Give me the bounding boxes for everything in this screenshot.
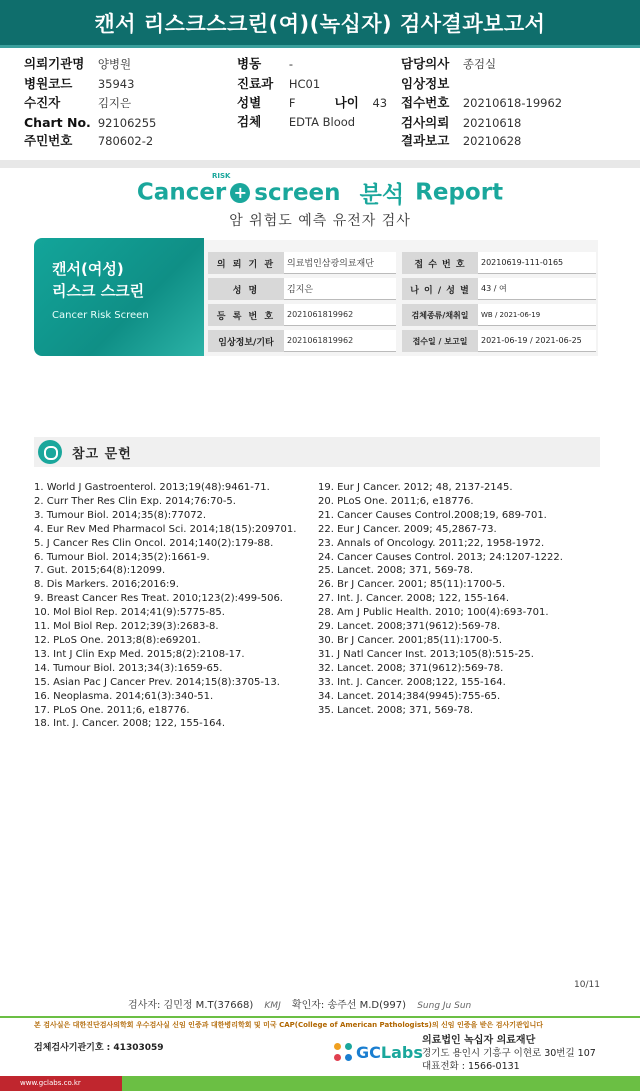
brand-screen-text: screen xyxy=(254,179,341,206)
brand-subtitle: 암 위험도 예측 유전자 검사 xyxy=(229,213,411,229)
clinical-row xyxy=(401,76,463,92)
organization-address: 경기도 용인시 기흥구 이현로 30번길 107 xyxy=(422,1048,596,1059)
examiner-signature: KMJ xyxy=(264,1001,281,1011)
reference-item: 27. Int. J. Cancer. 2008; 122, 155-164. xyxy=(318,593,510,605)
reference-item: 32. Lancet. 2008; 371(9612):569-78. xyxy=(318,662,504,674)
reviewers-line xyxy=(128,996,479,1011)
chart-no-value: 92106255 xyxy=(97,116,157,130)
examinee-row xyxy=(24,95,131,111)
organization-info xyxy=(422,1034,596,1073)
chart-no-row xyxy=(24,115,156,131)
reference-item: 28. Am J Public Health. 2010; 100(4):693-701. xyxy=(318,607,549,619)
sex-value: F xyxy=(288,96,296,110)
info-row xyxy=(208,278,596,300)
reference-item: 10. Mol Biol Rep. 2014;41(9):5775-85. xyxy=(34,607,225,619)
specimen-value: EDTA Blood xyxy=(288,115,356,129)
reference-item: 23. Annals of Oncology. 2011;22, 1958-1972. xyxy=(318,537,545,549)
info-dates-label: 접수일 / 보고일 xyxy=(402,330,478,352)
request-date-label: 검사의뢰 xyxy=(401,115,450,130)
reference-item: 17. PLoS One. 2011;6, e18776. xyxy=(34,704,190,716)
brand-analysis-text: 분석 xyxy=(359,182,405,208)
info-reg-value: 2021061819962 xyxy=(284,304,396,326)
confirmer-signature: Sung Ju Sun xyxy=(417,1001,472,1011)
reference-item: 30. Br J Cancer. 2001;85(11):1700-5. xyxy=(318,634,503,646)
examinee-value: 김지은 xyxy=(97,96,132,110)
references-title: 참고 문헌 xyxy=(72,446,132,462)
resident-no-value: 780602-2 xyxy=(97,134,154,148)
hospital-code-label: 병원코드 xyxy=(24,76,73,91)
reference-item: 18. Int. J. Cancer. 2008; 122, 155-164. xyxy=(34,718,226,730)
reference-item: 16. Neoplasma. 2014;61(3):340-51. xyxy=(34,690,214,702)
page-number: 10/11 xyxy=(574,980,600,990)
test-name-panel xyxy=(34,238,204,356)
certification-notice: 본 검사실은 대한진단검사의학회 우수검사실 신임 인증과 대한병리학회 및 미국 CAP(College of American Pathologists)의 신임 인증을 받은 검사기관입니다 xyxy=(34,1021,544,1029)
info-sample-label: 검체종류/채취일 xyxy=(402,304,478,326)
reference-item: 11. Mol Biol Rep. 2012;39(3):2683-8. xyxy=(34,621,219,633)
resident-no-label: 주민번호 xyxy=(24,133,73,148)
ward-value: - xyxy=(288,57,293,71)
reference-item: 14. Tumour Biol. 2013;34(3):1659-65. xyxy=(34,662,223,674)
reference-item: 15. Asian Pac J Cancer Prev. 2014;15(8):3705-13. xyxy=(34,676,280,688)
examiner-text: 검사자: 김민정 M.T(37668) xyxy=(128,1000,254,1011)
sex-age-row xyxy=(237,95,387,111)
ward-label: 병동 xyxy=(237,56,262,71)
info-clinical-value: 2021061819962 xyxy=(284,330,396,352)
reference-item: 21. Cancer Causes Control.2008;19, 689-701. xyxy=(318,509,547,521)
organization-name: 의료법인 녹십자 의료재단 xyxy=(422,1035,536,1046)
reference-item: 31. J Natl Cancer Inst. 2013;105(8):515-25. xyxy=(318,648,534,660)
info-row xyxy=(208,330,596,352)
reference-item: 13. Int J Clin Exp Med. 2015;8(2):2108-17. xyxy=(34,648,245,660)
doctor-label: 담당의사 xyxy=(401,56,450,71)
hospital-code-value: 35943 xyxy=(97,77,135,91)
report-title-bar xyxy=(0,0,640,48)
doctor-row xyxy=(401,56,496,72)
panel-title-line2: 리스크 스크린 xyxy=(52,282,145,300)
info-institution-value: 의료법인삼광의료재단 xyxy=(284,252,396,274)
gc-wordmark-gc: GC xyxy=(356,1042,381,1062)
reference-item: 9. Breast Cancer Res Treat. 2010;123(2):499-506. xyxy=(34,593,283,605)
reference-item: 34. Lancet. 2014;384(9945):755-65. xyxy=(318,690,501,702)
department-value: HC01 xyxy=(288,77,321,91)
hospital-code-row xyxy=(24,76,134,92)
info-clinical-label: 임상정보/기타 xyxy=(208,330,284,352)
info-receipt-value: 20210619-111-0165 xyxy=(478,252,596,274)
institution-label: 의뢰기관명 xyxy=(24,56,85,71)
info-age-sex-label: 나 이 / 성 별 xyxy=(402,278,478,300)
receipt-no-row xyxy=(401,95,562,111)
patient-info-box xyxy=(204,240,598,356)
reference-item: 1. World J Gastroenterol. 2013;19(48):9461-71. xyxy=(34,482,270,493)
brand-report-text: Report xyxy=(415,179,504,206)
gc-wordmark-labs: Labs xyxy=(380,1042,423,1062)
reference-item: 6. Tumour Biol. 2014;35(2):1661-9. xyxy=(34,551,210,563)
plus-icon: + xyxy=(230,183,250,203)
request-date-value: 20210618 xyxy=(462,116,522,130)
info-name-value: 김지은 xyxy=(284,278,396,300)
reference-item: 8. Dis Markers. 2016;2016:9. xyxy=(34,579,179,591)
reference-item: 29. Lancet. 2008;371(9612):569-78. xyxy=(318,621,501,633)
references-header xyxy=(34,437,600,467)
reference-item: 26. Br J Cancer. 2001; 85(11):1700-5. xyxy=(318,579,506,591)
info-age-sex-value: 43 / 여 xyxy=(478,278,596,300)
reference-item: 25. Lancet. 2008; 371, 569-78. xyxy=(318,565,474,577)
info-row xyxy=(208,304,596,326)
footer-divider xyxy=(0,1016,640,1018)
info-reg-label: 등 록 번 호 xyxy=(208,304,284,326)
info-sample-value: WB / 2021-06-19 xyxy=(478,304,596,326)
references-list-right xyxy=(318,481,563,717)
report-date-row xyxy=(401,133,521,149)
institution-row xyxy=(24,56,131,72)
age-label: 나이 xyxy=(334,95,359,110)
gc-labs-logo xyxy=(334,1040,423,1064)
references-list-left xyxy=(34,481,296,731)
reference-item: 3. Tumour Biol. 2014;35(8):77072. xyxy=(34,509,207,521)
info-receipt-label: 접 수 번 호 xyxy=(402,252,478,274)
gc-labs-icon xyxy=(334,1043,352,1061)
department-row xyxy=(237,76,320,92)
reference-item: 20. PLoS One. 2011;6, e18776. xyxy=(318,495,474,507)
clinical-label: 임상정보 xyxy=(401,76,450,91)
reference-item: 7. Gut. 2015;64(8):12099. xyxy=(34,565,166,577)
organization-phone: 대표전화 : 1566-0131 xyxy=(422,1061,520,1072)
doctor-value: 종검실 xyxy=(462,57,497,71)
reference-item: 22. Eur J Cancer. 2009; 45,2867-73. xyxy=(318,523,497,535)
info-institution-label: 의 뢰 기 관 xyxy=(208,252,284,274)
reference-item: 24. Cancer Causes Control. 2013; 24:1207-1222. xyxy=(318,551,563,563)
reference-item: 35. Lancet. 2008; 371, 569-78. xyxy=(318,704,474,716)
confirmer-text: 확인자: 송주선 M.D(997) xyxy=(291,1000,407,1011)
sex-label: 성별 xyxy=(237,95,262,110)
brand-logo xyxy=(0,172,640,212)
reference-item: 12. PLoS One. 2013;8(8):e69201. xyxy=(34,634,201,646)
reference-item: 19. Eur J Cancer. 2012; 48, 2137-2145. xyxy=(318,482,513,493)
info-row xyxy=(208,252,596,274)
receipt-no-value: 20210618-19962 xyxy=(462,96,563,110)
reference-item: 5. J Cancer Res Clin Oncol. 2014;140(2):179-88. xyxy=(34,537,274,549)
report-date-value: 20210628 xyxy=(462,134,522,148)
website-link[interactable]: www.gclabs.co.kr xyxy=(0,1076,122,1091)
section-divider xyxy=(0,160,640,168)
age-value: 43 xyxy=(372,96,388,110)
gc-labs-wordmark xyxy=(356,1043,423,1062)
panel-title-line1: 캔서(여성) xyxy=(52,260,124,278)
institution-value: 양병원 xyxy=(97,57,132,71)
chart-no-label: Chart No. xyxy=(24,115,91,130)
info-name-label: 성 명 xyxy=(208,278,284,300)
panel-english-title: Cancer Risk Screen xyxy=(52,310,149,321)
lab-number: 검체검사기관기호 : 41303059 xyxy=(34,1043,164,1053)
resident-no-row xyxy=(24,133,153,149)
receipt-no-label: 접수번호 xyxy=(401,95,450,110)
brand-risk-text: RISK xyxy=(212,172,231,180)
globe-icon xyxy=(38,440,62,464)
brand-cancer-text: Cancer xyxy=(136,179,227,206)
patient-info-table xyxy=(208,248,596,356)
reference-item: 2. Curr Ther Res Clin Exp. 2014;76:70-5. xyxy=(34,495,236,507)
examinee-label: 수진자 xyxy=(24,95,61,110)
reference-item: 33. Int. J. Cancer. 2008;122, 155-164. xyxy=(318,676,506,688)
specimen-row xyxy=(237,114,355,130)
report-date-label: 결과보고 xyxy=(401,133,450,148)
specimen-label: 검체 xyxy=(237,114,262,129)
reference-item: 4. Eur Rev Med Pharmacol Sci. 2014;18(15):209701. xyxy=(34,523,297,535)
request-date-row xyxy=(401,115,521,131)
report-title: 캔서 리스크스크린(여)(녹십자) 검사결과보고서 xyxy=(94,11,546,36)
ward-row xyxy=(237,56,293,72)
info-dates-value: 2021-06-19 / 2021-06-25 xyxy=(478,330,596,352)
department-label: 진료과 xyxy=(237,76,274,91)
